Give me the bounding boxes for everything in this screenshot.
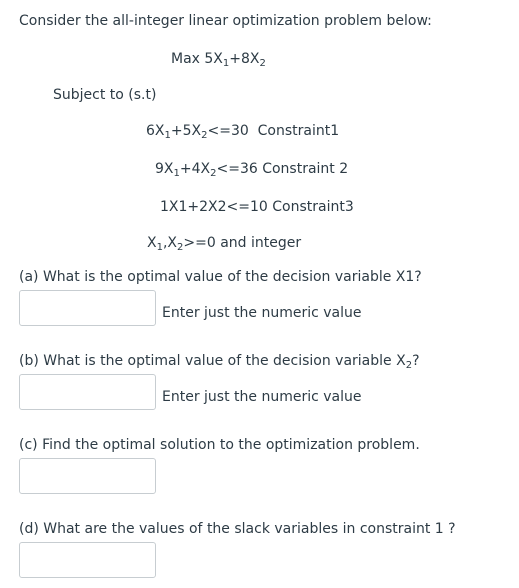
answer-c-input[interactable] [19,458,156,494]
subject-to-label: Subject to (s.t) [53,87,157,103]
nonnegativity-constraint: $X_1,X_2>=0$ and integer [147,235,302,253]
answer-a-input[interactable] [19,290,156,326]
intro-text: Consider the all-integer linear optimization problem below: [19,13,432,29]
question-b-text: (b) What is the optimal value of the decision variable $X_2$? [19,353,420,371]
objective-function: Max $5X_1+8X_2$ [171,51,266,69]
question-c-text: (c) Find the optimal solution to the optimization problem. [19,437,420,453]
answer-b-hint: Enter just the numeric value [162,389,362,405]
question-a-text: (a) What is the optimal value of the decision variable X1? [19,269,422,285]
constraint-3: 1X1+2X2<=10 Constraint3 [160,199,354,215]
constraint-1: $6X_1+5X_2<=30$ Constraint1 [146,123,340,141]
question-d-text: (d) What are the values of the slack variables in constraint 1 ? [19,521,456,537]
answer-d-input[interactable] [19,542,156,578]
answer-b-input[interactable] [19,374,156,410]
answer-a-hint: Enter just the numeric value [162,305,362,321]
constraint-2: $9X_1+4X_2<=36$ Constraint 2 [155,161,349,179]
